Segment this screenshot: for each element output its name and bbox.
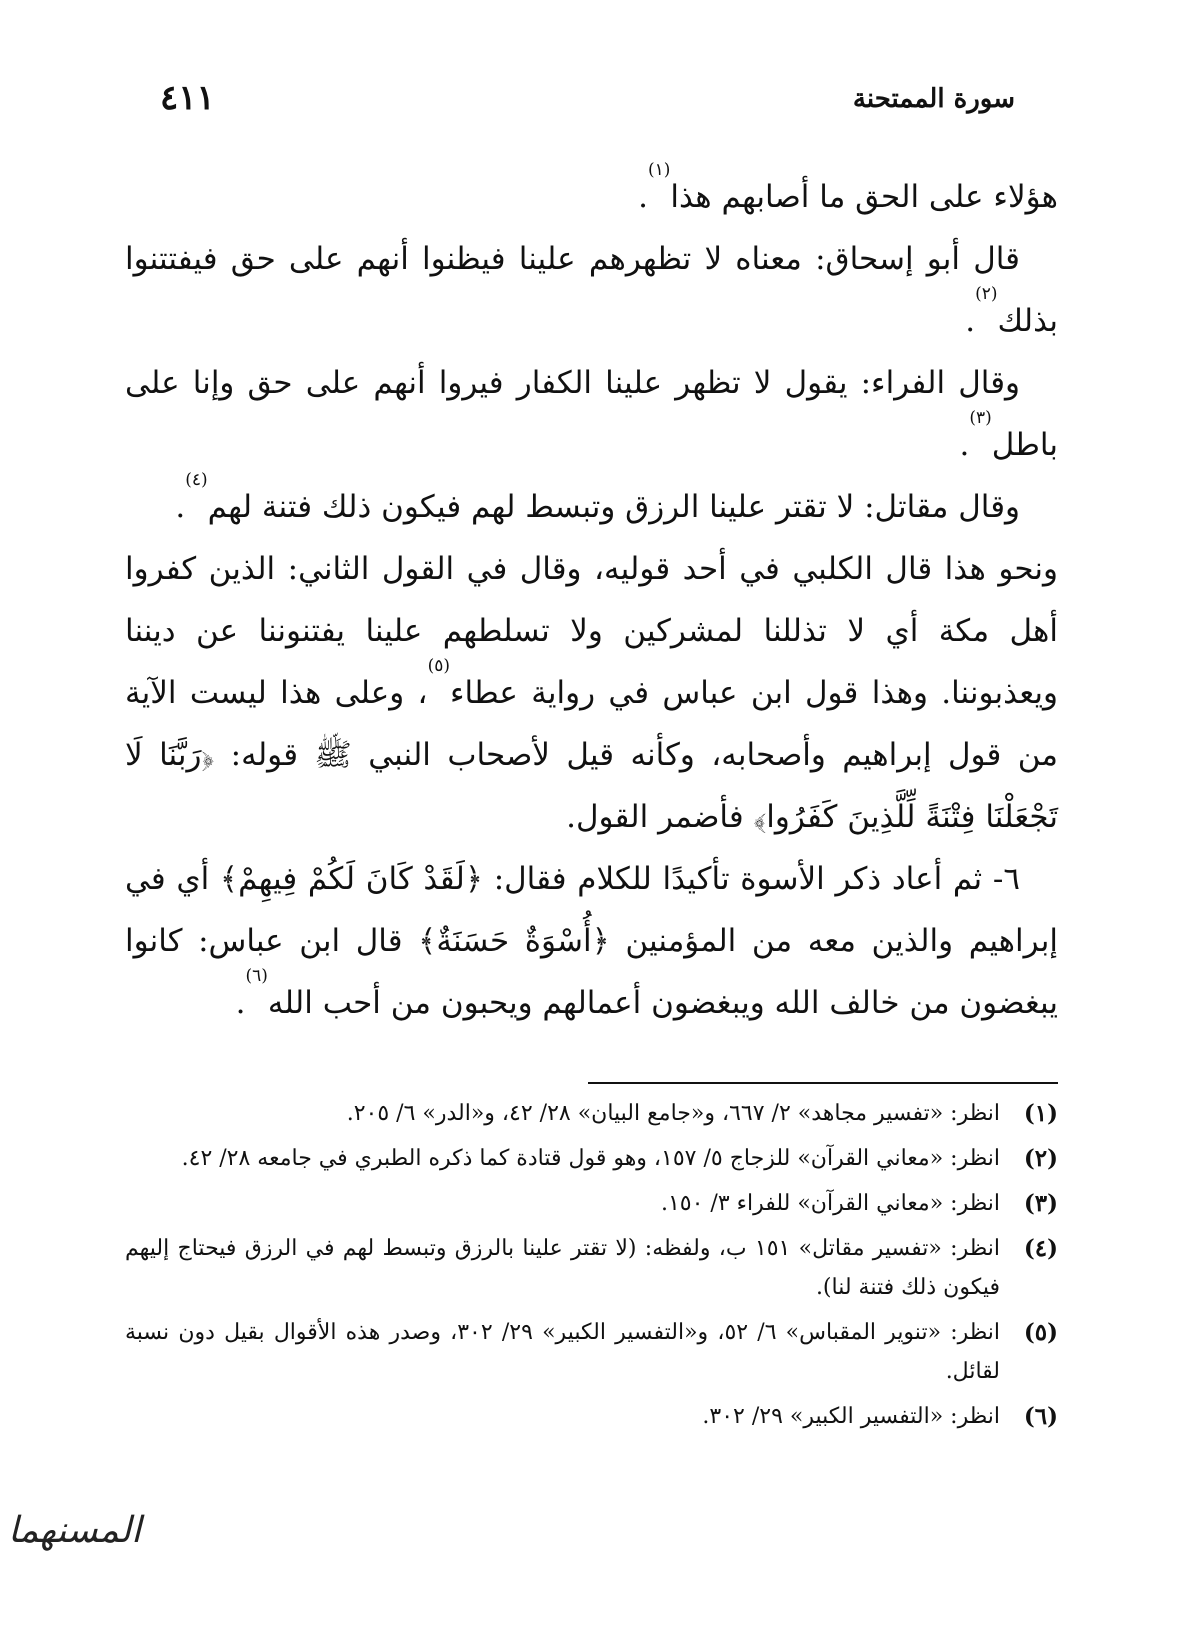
footnote-ref-5[interactable]: (٥) [427, 656, 450, 676]
footnote-ref-1[interactable]: (١) [647, 160, 671, 180]
main-text [125, 160, 1058, 1034]
footnote-ref-4[interactable]: (٤) [185, 470, 208, 490]
footnote-item [125, 1094, 1058, 1133]
footnotes [125, 1094, 1058, 1442]
footnote-item [125, 1229, 1058, 1307]
footnote-ref-6[interactable]: (٦) [245, 966, 268, 986]
footnote-item [125, 1397, 1058, 1436]
page-number: ٤١١ [160, 78, 215, 118]
publisher-logo [6, 1500, 146, 1600]
logo-calligraphy: المسنهما [8, 1510, 142, 1551]
footnote-text: انظر: «تفسير مقاتل» ١٥١ ب، ولفظه: (لا تقتر علينا بالرزق وتبسط لهم في الرزق فيحتاج إليهم فيكون ذلك فتنة لنا). [125, 1236, 1000, 1300]
footnote-ref-2[interactable]: (٢) [975, 284, 998, 304]
footnote-item [125, 1139, 1058, 1178]
quran-verse: ﴿لَقَدْ كَانَ لَكُمْ فِيهِمْ﴾ [219, 861, 483, 897]
paragraph-5: ونحو هذا قال الكلبي في أحد قوليه، وقال في القول الثاني: الذين كفروا أهل مكة أي لا تذللنا لمشركين ولا تسلطهم علينا يفتنوننا عن ديننا ويعذبوننا. وهذا قول ابن عباس في رواية عطاء$^{(٥)}$، وعلى هذا ليست الآية من قول إبراهيم وأصحابه، وكأنه قيل لأصحاب النبي ﷺ قوله: ﴿رَبَّنَا لَا تَجْعَلْنَا فِتْنَةً لِّلَّذِينَ كَفَرُوا﴾ فأضمر القول. [125, 551, 1058, 835]
footnote-text: انظر: «معاني القرآن» للفراء ٣/ ١٥٠. [660, 1191, 1000, 1216]
footnote-item [125, 1313, 1058, 1391]
page-header [160, 78, 1015, 132]
paragraph-4: وقال مقاتل: لا تقتر علينا الرزق وتبسط لهم فيكون ذلك فتنة لهم$^{(٤)}$. [175, 470, 1020, 525]
footnote-item [125, 1184, 1058, 1223]
paragraph-6: ٦- ثم أعاد ذكر الأسوة تأكيدًا للكلام فقال: ﴿لَقَدْ كَانَ لَكُمْ فِيهِمْ﴾ أي في إبراهيم والذين معه من المؤمنين ﴿أُسْوَةٌ حَسَنَةٌ﴾ قال ابن عباس: كانوا يبغضون من خالف الله ويبغضون أعمالهم ويحبون من أحب الله$^{(٦)}$. [125, 861, 1058, 1021]
footnote-ref-3[interactable]: (٣) [969, 408, 992, 428]
footnote-text: انظر: «تنوير المقباس» ٦/ ٥٢، و«التفسير الكبير» ٢٩/ ٣٠٢، وصدر هذه الأقوال بقيل دون نسبة لقائل. [125, 1320, 1001, 1384]
footnote-number: (٥) [1023, 1319, 1058, 1346]
footnote-number: (١) [1023, 1100, 1058, 1127]
paragraph-2: قال أبو إسحاق: معناه لا تظهرهم علينا فيظنوا أنهم على حق فيفتتنوا بذلك$^{(٢)}$. [125, 241, 1058, 339]
footnote-text: انظر: «معاني القرآن» للزجاج ٥/ ١٥٧، وهو قول قتادة كما ذكره الطبري في جامعه ٢٨/ ٤٢. [181, 1146, 1000, 1171]
footnote-number: (٣) [1023, 1190, 1058, 1217]
footnote-number: (٦) [1023, 1403, 1058, 1430]
footnote-text: انظر: «التفسير الكبير» ٢٩/ ٣٠٢. [702, 1404, 1000, 1429]
footnote-number: (٢) [1023, 1145, 1058, 1172]
surah-title: سورة الممتحنة [852, 84, 1015, 114]
paragraph-1: هؤلاء على الحق ما أصابهم هذا$^{(١)}$. [638, 160, 1058, 215]
footnote-text: انظر: «تفسير مجاهد» ٢/ ٦٦٧، و«جامع البيان» ٢٨/ ٤٢، و«الدر» ٦/ ٢٠٥. [346, 1101, 1000, 1126]
footnote-number: (٤) [1023, 1235, 1058, 1262]
quran-verse: ﴿رَبَّنَا لَا تَجْعَلْنَا فِتْنَةً لِّلَّذِينَ كَفَرُوا﴾ [125, 737, 1058, 835]
paragraph-3: وقال الفراء: يقول لا تظهر علينا الكفار فيروا أنهم على حق وإنا على باطل$^{(٣)}$. [125, 365, 1058, 463]
quran-verse: ﴿أُسْوَةٌ حَسَنَةٌ﴾ [418, 923, 610, 959]
footnote-divider [588, 1082, 1058, 1084]
